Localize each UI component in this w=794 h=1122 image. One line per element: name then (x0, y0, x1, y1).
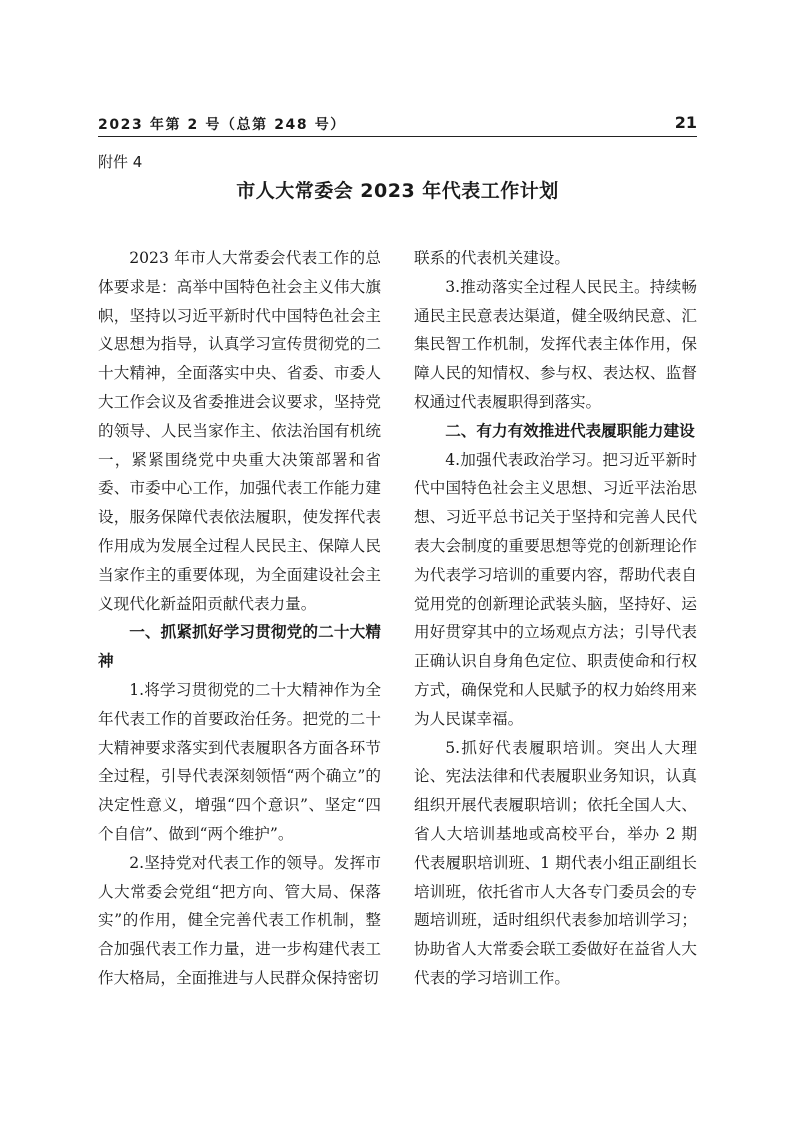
page-number: 21 (674, 113, 697, 132)
attachment-label: 附件 4 (98, 153, 143, 171)
left-column (98, 244, 381, 993)
section-heading-1: 一、抓紧抓好学习贯彻党的二十大精神 (98, 623, 381, 671)
item-paragraph-1: 1.将学习贯彻党的二十大精神作为全年代表工作的首要政治任务。把党的二十大精神要求落实到代表履职各方面各环节全过程，引导代表深刻领悟“两个确立”的决定性意义，增强“四个意识”、坚定“四个自信”、做到“两个维护”。 (98, 680, 381, 843)
issue-info: 2023 年第 2 号（总第 248 号） (98, 117, 346, 133)
document-title: 市人大常委会 2023 年代表工作计划 (236, 180, 559, 202)
item-paragraph-2: 2.坚持党对代表工作的领导。发挥市人大常委会党组“把方向、管大局、保落实”的作用，健全完善代表工作机制，整合加强代表工作力量，进一步构建代表工作大格局，全面推进与人民群众保持密切 (98, 853, 381, 987)
intro-paragraph: 2023 年市人大常委会代表工作的总体要求是：高举中国特色社会主义伟大旗帜，坚持以习近平新时代中国特色社会主义思想为指导，认真学习宣传贯彻党的二十大精神，全面落实中央、省委、市委人大工作会议及省委推进会议要求，坚持党的领导、人民当家作主、依法治国有机统一，紧紧围绕党中央重大决策部署和省委、市委中心工作，加强代表工作能力建设，服务保障代表依法履职，使发挥代表作用成为发展全过程人民民主、保障人民当家作主的重要体现，为全面建设社会主义现代化新益阳贡献代表力量。 (98, 249, 381, 613)
section-heading-2: 二、有力有效推进代表履职能力建设 (445, 421, 695, 440)
right-column (414, 244, 697, 993)
item-paragraph-3: 3.推动落实全过程人民民主。持续畅通民主民意表达渠道，健全吸纳民意、汇集民智工作机制，发挥代表主体作用，保障人民的知情权、参与权、表达权、监督权通过代表履职得到落实。 (414, 277, 697, 411)
running-header (98, 112, 697, 137)
item-paragraph-5: 5.抓好代表履职培训。突出人大理论、宪法法律和代表履职业务知识，认真组织开展代表履职培训；依托全国人大、省人大培训基地或高校平台，举办 2 期代表履职培训班、1 期代表小组正副组长培训班，依托省市人大各专门委员会的专题培训班，适时组织代表参加培训学习；协助省人大常委会联工委做好在益省人大代表的学习培训工作。 (414, 738, 697, 987)
item-paragraph-2-continued: 联系的代表机关建设。 (414, 249, 570, 267)
item-paragraph-4: 4.加强代表政治学习。把习近平新时代中国特色社会主义思想、习近平法治思想、习近平总书记关于坚持和完善人民代表大会制度的重要思想等党的创新理论作为代表学习培训的重要内容，帮助代表自觉用党的创新理论武装头脑，坚持好、运用好贯穿其中的立场观点方法；引导代表正确认识自身角色定位、职责使命和行权方式，确保党和人民赋予的权力始终用来为人民谋幸福。 (414, 450, 697, 728)
